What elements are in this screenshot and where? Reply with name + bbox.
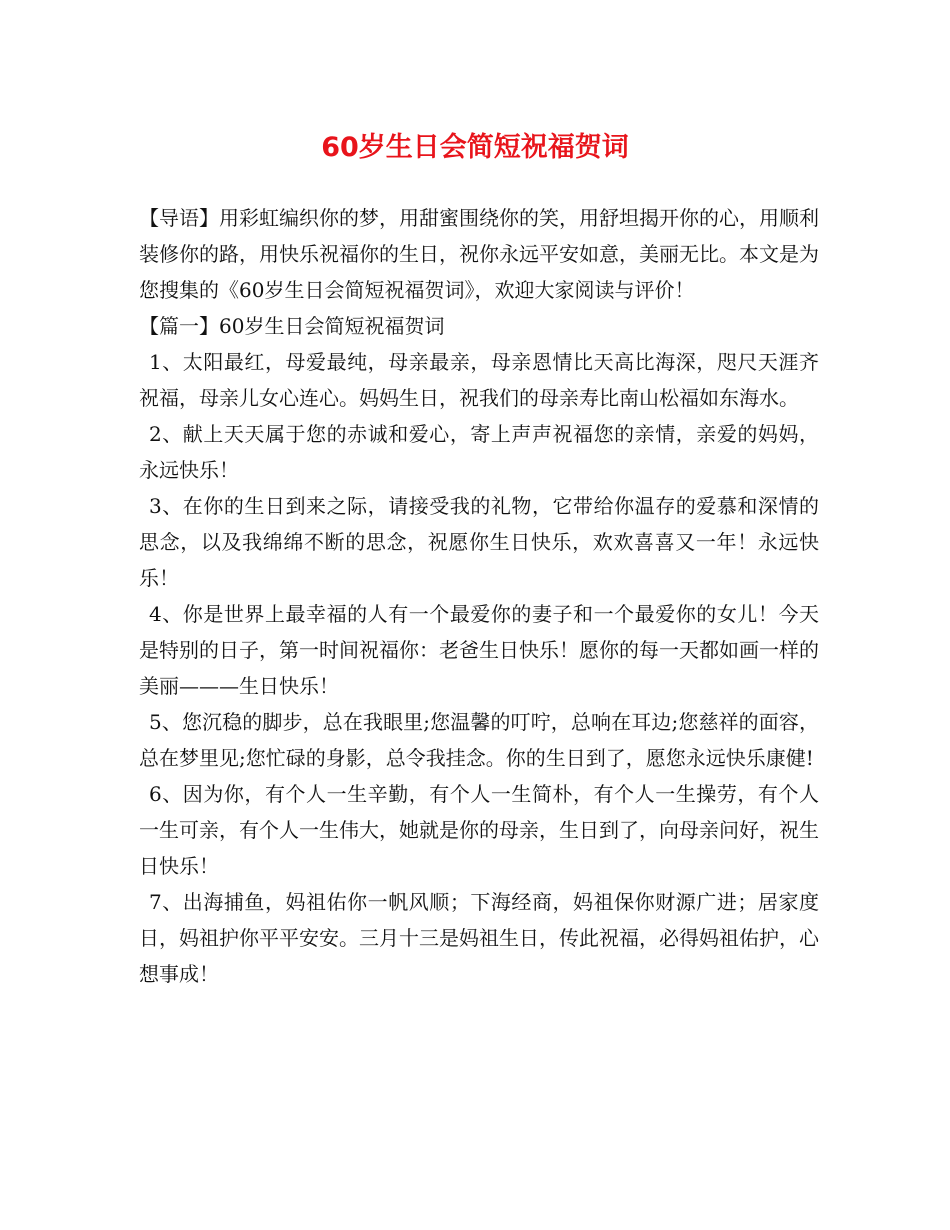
document-body	[139, 200, 819, 992]
list-item: 1、太阳最红，母爱最纯，母亲最亲，母亲恩情比天高比海深，咫尺天涯齐祝福，母亲儿女心连心。妈妈生日，祝我们的母亲寿比南山松福如东海水。	[139, 350, 819, 410]
list-item: 2、献上天天属于您的赤诚和爱心，寄上声声祝福您的亲情，亲爱的妈妈，永远快乐！	[139, 422, 819, 482]
section-heading: 【篇一】60岁生日会简短祝福贺词	[139, 314, 445, 338]
list-item: 7、出海捕鱼，妈祖佑你一帆风顺；下海经商，妈祖保你财源广进；居家度日，妈祖护你平平安安。三月十三是妈祖生日，传此祝福，必得妈祖佑护，心想事成！	[139, 890, 819, 986]
list-item: 4、你是世界上最幸福的人有一个最爱你的妻子和一个最爱你的女儿！今天是特别的日子，第一时间祝福你：老爸生日快乐！愿你的每一天都如画一样的美丽———生日快乐！	[139, 602, 819, 698]
document-title: 60岁生日会简短祝福贺词	[321, 132, 629, 163]
list-item: 6、因为你，有个人一生辛勤，有个人一生简朴，有个人一生操劳，有个人一生可亲，有个人一生伟大，她就是你的母亲，生日到了，向母亲问好，祝生日快乐！	[139, 782, 819, 878]
list-item: 3、在你的生日到来之际，请接受我的礼物，它带给你温存的爱慕和深情的思念，以及我绵绵不断的思念，祝愿你生日快乐，欢欢喜喜又一年！永远快乐！	[139, 494, 819, 590]
list-item: 5、您沉稳的脚步，总在我眼里;您温馨的叮咛，总响在耳边;您慈祥的面容，总在梦里见;您忙碌的身影，总令我挂念。你的生日到了，愿您永远快乐康健!	[139, 710, 819, 770]
intro-paragraph: 【导语】用彩虹编织你的梦，用甜蜜围绕你的笑，用舒坦揭开你的心，用顺利装修你的路，用快乐祝福你的生日，祝你永远平安如意，美丽无比。本文是为您搜集的《60岁生日会简短祝福贺词》，欢迎大家阅读与评价！	[139, 206, 819, 302]
